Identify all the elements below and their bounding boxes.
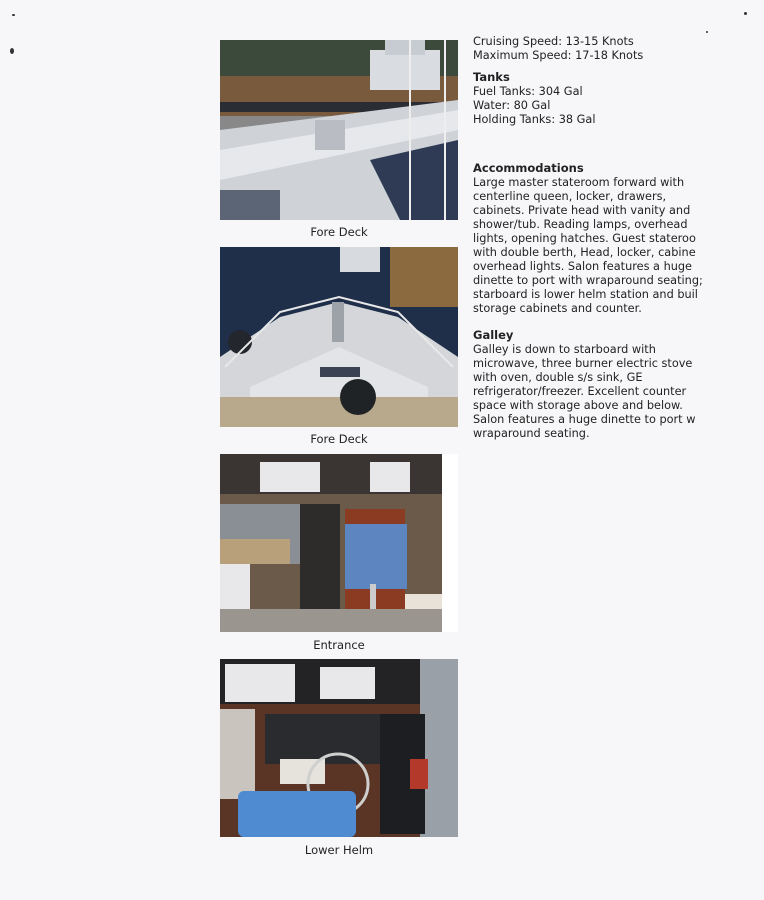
accommodations-line: cabinets. Private head with vanity and (473, 204, 691, 217)
entrance-photo (220, 454, 458, 632)
galley-line: refrigerator/freezer. Excellent counter (473, 385, 687, 398)
accommodations-line: dinette to port with wraparound seating; (473, 274, 703, 287)
spacer (473, 127, 705, 161)
galley-line: Salon features a huge dinette to port w (473, 413, 696, 426)
scan-speck (12, 14, 15, 16)
galley-line: wraparound seating. (473, 427, 590, 440)
cruising-speed: Cruising Speed: 13-15 Knots (473, 35, 634, 48)
photo-caption: Fore Deck (310, 432, 368, 446)
maximum-speed: Maximum Speed: 17-18 Knots (473, 49, 644, 62)
fore-deck-photo-2 (220, 247, 458, 427)
accommodations-line: overhead lights. Salon features a huge (473, 260, 693, 273)
accommodations-line: storage cabinets and counter. (473, 302, 642, 315)
galley-heading: Galley (473, 328, 514, 342)
lower-helm-image (220, 659, 458, 837)
galley-line: with oven, double s/s sink, GE (473, 371, 643, 384)
scan-speck (744, 12, 747, 15)
fore-deck-image-1 (220, 40, 458, 220)
spacer (473, 316, 705, 328)
spec-text-column (473, 35, 705, 441)
tanks-heading: Tanks (473, 70, 510, 84)
tank-line: Holding Tanks: 38 Gal (473, 113, 596, 126)
spacer (473, 63, 705, 70)
tank-line: Water: 80 Gal (473, 99, 551, 112)
fore-deck-photo-1 (220, 40, 458, 220)
accommodations-line: Large master stateroom forward with (473, 176, 685, 189)
galley-line: Galley is down to starboard with (473, 343, 656, 356)
scan-speck (706, 31, 708, 33)
photo-caption: Entrance (313, 638, 365, 652)
fore-deck-image-2 (220, 247, 458, 427)
photo-caption: Lower Helm (304, 843, 374, 857)
accommodations-line: centerline queen, locker, drawers, (473, 190, 667, 203)
lower-helm-photo (220, 659, 458, 837)
accommodations-line: lights, opening hatches. Guest stateroo (473, 232, 696, 245)
accommodations-line: shower/tub. Reading lamps, overhead (473, 218, 688, 231)
accommodations-line: with double berth, Head, locker, cabine (473, 246, 696, 259)
entrance-image (220, 454, 458, 632)
galley-line: microwave, three burner electric stove (473, 357, 693, 370)
galley-line: space with storage above and below. (473, 399, 683, 412)
accommodations-line: starboard is lower helm station and buil (473, 288, 698, 301)
scan-speck (10, 48, 14, 54)
accommodations-heading: Accommodations (473, 161, 584, 175)
tank-line: Fuel Tanks: 304 Gal (473, 85, 583, 98)
photo-caption: Fore Deck (310, 225, 368, 239)
